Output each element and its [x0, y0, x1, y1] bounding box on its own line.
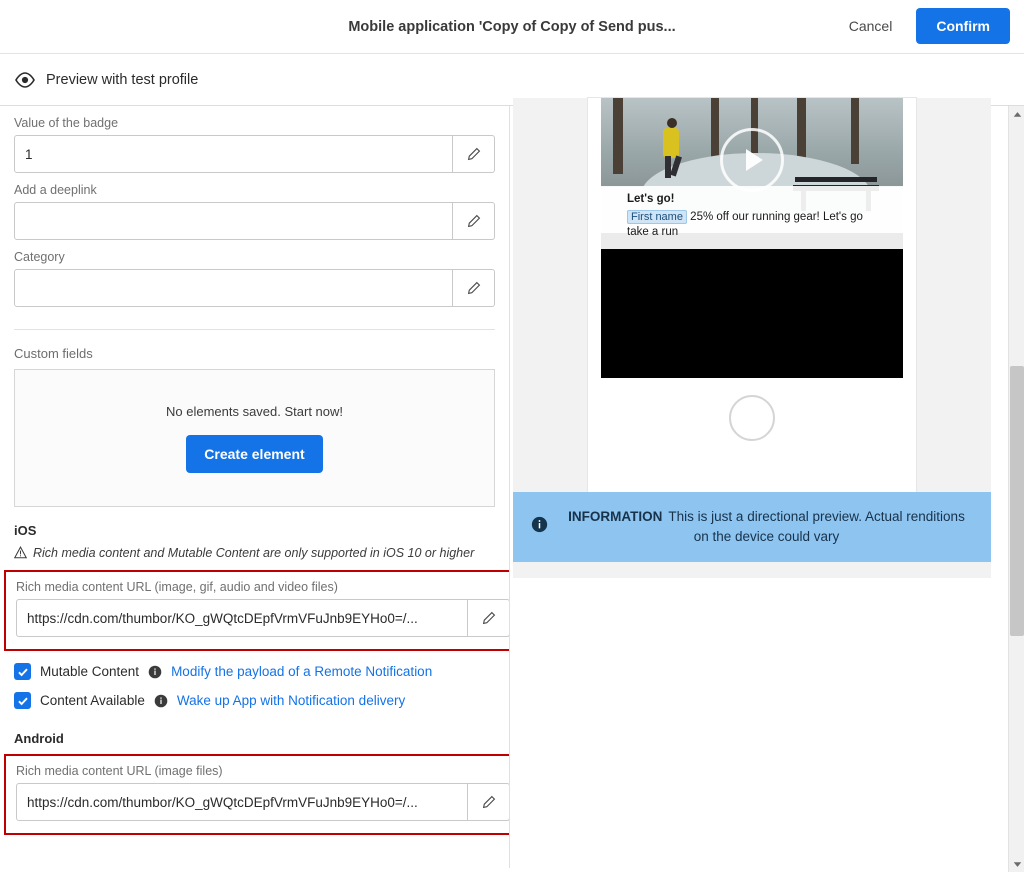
mutable-content-label: Mutable Content [40, 664, 140, 679]
custom-fields-empty-text: No elements saved. Start now! [165, 403, 344, 419]
content-available-row [14, 692, 495, 709]
android-section-title: Android [14, 731, 64, 746]
form-divider [14, 329, 495, 330]
ios-rich-media-row [16, 599, 510, 637]
preview-toolbar-label: Preview with test profile [46, 71, 199, 88]
ios-warning [14, 546, 495, 562]
deeplink-input[interactable] [14, 202, 453, 240]
category-label: Category [14, 250, 65, 264]
mutable-content-row [14, 663, 495, 680]
information-banner-label: INFORMATION [568, 509, 663, 525]
content-available-link[interactable]: Wake up App with Notification delivery [176, 693, 406, 708]
bottom-spacer [0, 868, 1008, 872]
scrollbar-thumb[interactable] [1010, 366, 1024, 636]
warning-icon [14, 546, 27, 562]
page-title: Mobile application 'Copy of Copy of Send pus... [348, 18, 676, 35]
ios-warning-text: Rich media content and Mutable Content are only supported in iOS 10 or higher [33, 546, 475, 560]
information-banner [513, 492, 991, 562]
create-element-button[interactable]: Create element [186, 435, 322, 473]
cancel-button[interactable]: Cancel [839, 10, 903, 42]
custom-fields-empty-panel [14, 369, 495, 507]
badge-label: Value of the badge [14, 116, 119, 130]
content-available-label: Content Available [40, 693, 145, 708]
android-rich-media-highlight [4, 754, 510, 835]
mutable-content-info-icon[interactable] [148, 665, 162, 679]
badge-field-row [14, 135, 495, 173]
notification-body-wrap [627, 210, 877, 241]
vertical-scrollbar[interactable] [1008, 106, 1024, 872]
information-banner-message: This is just a directional preview. Actual renditions on the device could vary [668, 509, 965, 544]
chevron-down-icon[interactable] [1009, 856, 1024, 872]
eye-icon [14, 72, 36, 88]
notification-body: 25% off our running gear! Let's go take a run [627, 210, 863, 239]
badge-pencil-icon[interactable] [453, 135, 495, 173]
ios-section-title: iOS [14, 523, 37, 538]
ios-rich-media-label: Rich media content URL (image, gif, audio and video files) [16, 580, 338, 594]
content-available-checkbox[interactable] [14, 692, 31, 709]
category-pencil-icon[interactable] [453, 269, 495, 307]
android-rich-media-label: Rich media content URL (image files) [16, 764, 223, 778]
notification-title: Let's go! [627, 193, 675, 205]
android-rich-media-input[interactable]: https://cdn.com/thumbor/KO_gWQtcDEpfVrmVFuJnb9EYHo0=/... [16, 783, 468, 821]
info-icon [531, 516, 548, 538]
personalization-token: First name [627, 210, 687, 224]
phone-screen [601, 98, 903, 378]
ios-rich-media-highlight [4, 570, 510, 651]
chevron-up-icon[interactable] [1009, 106, 1024, 122]
category-input[interactable] [14, 269, 453, 307]
notification-preview [601, 186, 903, 249]
deeplink-field-row [14, 202, 495, 240]
top-bar-actions [839, 8, 1010, 44]
deeplink-pencil-icon[interactable] [453, 202, 495, 240]
settings-form [0, 106, 510, 872]
mutable-content-checkbox[interactable] [14, 663, 31, 680]
confirm-button[interactable]: Confirm [916, 8, 1010, 44]
badge-input[interactable]: 1 [14, 135, 453, 173]
custom-fields-label: Custom fields [14, 346, 93, 361]
play-icon[interactable] [720, 128, 784, 192]
body-area [0, 106, 1024, 872]
android-rich-media-row [16, 783, 510, 821]
ios-rich-media-pencil-icon[interactable] [468, 599, 510, 637]
ios-rich-media-input[interactable]: https://cdn.com/thumbor/KO_gWQtcDEpfVrmVFuJnb9EYHo0=/... [16, 599, 468, 637]
category-field-row [14, 269, 495, 307]
home-button[interactable] [729, 395, 775, 441]
deeplink-label: Add a deeplink [14, 183, 97, 197]
device-preview-column [511, 106, 1008, 872]
left-edge-spacer [0, 106, 3, 872]
mutable-content-link[interactable]: Modify the payload of a Remote Notification [171, 664, 433, 679]
phone-frame [588, 98, 916, 560]
information-banner-text [560, 507, 973, 546]
android-rich-media-pencil-icon[interactable] [468, 783, 510, 821]
top-bar [0, 0, 1024, 54]
content-available-info-icon[interactable] [154, 694, 168, 708]
